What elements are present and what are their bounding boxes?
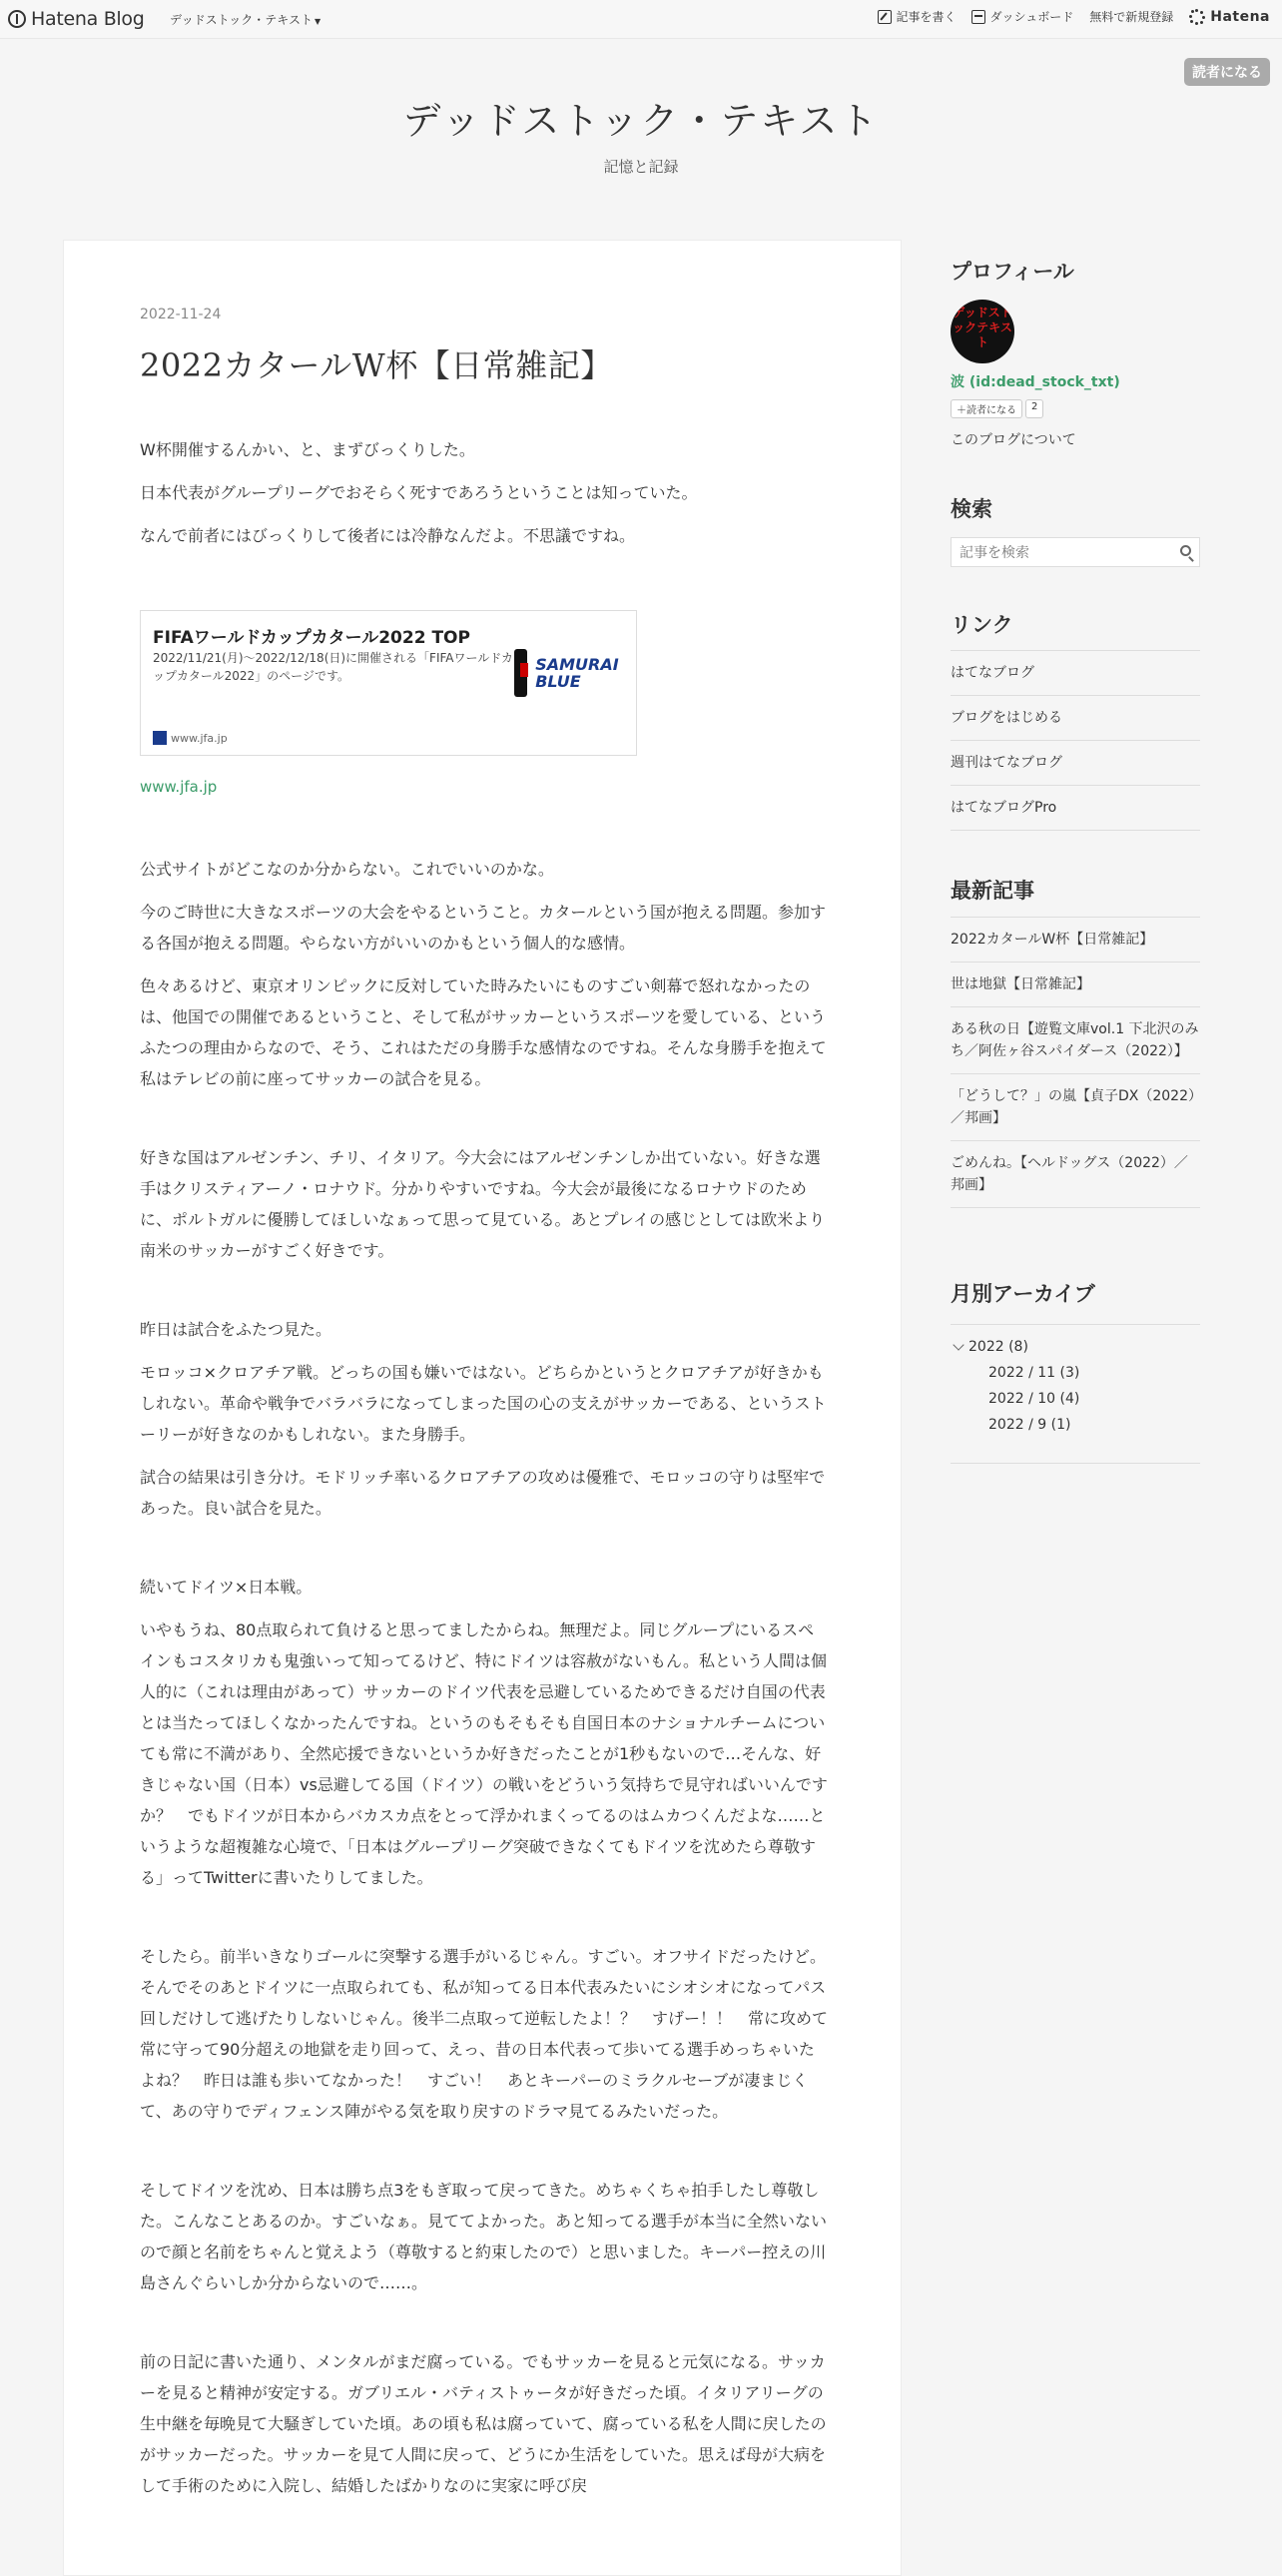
subscribe-small-label: 読者になる: [966, 405, 1016, 416]
paragraph: いやもうね、80点取られて負けると思ってましたからね。無理だよ。同じグループにいるスペインもコスタリカも鬼強いって知ってるけど、特にドイツは容赦がないもん。私という人間は個人的に（これは理由があって）サッカーのドイツ代表を忌避しているためできるだけ自国の代表とは当たってほしくなかったんですね。というのもそもそも自国日本のナショナルチームについても常に不満があり、全然応援できないというか好きだったことが1秒もないので…そんな、好きじゃない国（日本）vs忌避してる国（ドイツ）の戦いをどういう気持ちで見守ればいいんですか？ でもドイツが日本からバカスカ点をとって浮かれまくってるのはムカつくんだよな……というような超複雑な心境で、「日本はグループリーグ突破できなくてもドイツを沈めたら尊敬する」ってTwitterに書いたりしてました。: [140, 1620, 828, 1887]
article-container: [63, 240, 902, 2576]
jfa-crest-icon: [514, 649, 527, 697]
header-actions: [878, 8, 1270, 25]
recent-entry[interactable]: 世は地獄【日常雑記】: [951, 963, 1200, 1007]
write-article-label: 記事を書く: [896, 10, 957, 24]
recent-title: 最新記事: [951, 879, 1034, 903]
subscribe-button[interactable]: 読者になる: [1184, 58, 1270, 86]
samurai-blue-logo: SAMURAI BLUE: [535, 655, 619, 691]
search-title: 検索: [951, 497, 992, 521]
embed-thumbnail: [514, 643, 624, 703]
paragraph: W杯開催するんかい、と、まずびっくりした。: [140, 440, 475, 459]
recent-entry[interactable]: 2022カタールW杯【日常雑記】: [951, 918, 1200, 963]
paragraph: 日本代表がグループリーグでおそらく死すであろうということは知っていた。: [140, 483, 698, 502]
blog-title[interactable]: デッドストック・テキスト: [402, 99, 880, 143]
embed-source-link[interactable]: www.jfa.jp: [140, 778, 218, 796]
hatena-logo[interactable]: [1189, 9, 1270, 25]
chevron-down-icon: [953, 1339, 963, 1350]
recent-entry[interactable]: 「どうして？」の嵐【貞子DX（2022）／邦画】: [951, 1074, 1200, 1141]
search-input[interactable]: [958, 539, 1171, 567]
profile-module: [951, 256, 1200, 286]
recent-entry[interactable]: ごめんね。【ヘルドッグス（2022）／邦画】: [951, 1141, 1200, 1208]
links-module: [951, 609, 1200, 639]
paragraph: 続いてドイツ×日本戦。: [140, 1578, 313, 1597]
caret-down-icon: ▼: [315, 17, 321, 26]
paragraph: なんで前者にはびっくりして後者には冷静なんだよ。不思議ですね。: [140, 526, 636, 545]
profile-subscribe: [951, 399, 1043, 418]
archive-month[interactable]: 2022 / 10 (4): [988, 1391, 1080, 1407]
archive-month[interactable]: 2022 / 11 (3): [988, 1365, 1080, 1381]
article-intro: [140, 434, 829, 563]
search-module: [951, 493, 1200, 523]
avatar[interactable]: [951, 300, 1014, 363]
embed-card[interactable]: [140, 610, 637, 756]
profile-name[interactable]: 波 (id:dead_stock_txt): [951, 374, 1120, 390]
edit-icon: [878, 10, 892, 24]
recent-entry[interactable]: ある秋の日【遊覧文庫vol.1 下北沢のみち／阿佐ヶ谷スパイダース（2022）】: [951, 1007, 1200, 1074]
paragraph: 昨日は試合をふたつ見た。: [140, 1320, 332, 1339]
paragraph: 今のご時世に大きなスポーツの大会をやるということ。カタールという国が抱える問題。参加する各国が抱える問題。やらない方がいいのかもという個人的な感情。: [140, 903, 827, 953]
paragraph: そしたら。前半いきなりゴールに突撃する選手がいるじゃん。すごい。オフサイドだったけど。そんでそのあとドイツに一点取られても、私が知ってる日本代表みたいにシオシオになってパス回しだけして逃げたりしないじゃん。後半二点取って逆転したよ！？ すげー！！ 常に攻めて常に守って90分超えの地獄を走り回って、えっ、昔の日本代表って歩いてる選手めっちゃいたよね？ 昨日は誰も歩いてなかった！ すごい！ あとキーパーのミラクルセーブが凄まじくて、あの守りでディフェンス陣がやる気を取り戻すのドラマ見てるみたいだった。: [140, 1947, 828, 2121]
archive-month[interactable]: 2022 / 9 (1): [988, 1417, 1071, 1433]
hatena-blog-logo[interactable]: [8, 6, 145, 32]
article-title[interactable]: 2022カタールW杯【日常雑記】: [140, 346, 613, 384]
avatar-text: デッドストックテキスト: [953, 306, 1012, 349]
links-list: [951, 650, 1200, 831]
sidebar-link[interactable]: ブログをはじめる: [951, 696, 1200, 741]
archive-year-label: 2022 (8): [968, 1339, 1028, 1355]
dashboard-icon: [971, 10, 985, 24]
write-article-link[interactable]: [878, 8, 956, 25]
paragraph: モロッコ×クロアチア戦。どっちの国も嫌いではない。どちらかというとクロアチアが好きかもしれない。革命や戦争でバラバラになってしまった国の心の支えがサッカーである、というストーリーが好きなのかもしれない。また身勝手。: [140, 1363, 827, 1444]
subscriber-count[interactable]: 2: [1025, 399, 1043, 418]
archive-title: 月別アーカイブ: [951, 1282, 1095, 1306]
embed-title: FIFAワールドカップカタール2022 TOP: [153, 628, 470, 648]
profile-title: プロフィール: [951, 260, 1074, 284]
recent-list: [951, 917, 1200, 1208]
links-title: リンク: [951, 613, 1013, 637]
sidebar-link[interactable]: はてなブログPro: [951, 786, 1200, 831]
favicon-icon: [153, 731, 167, 745]
article-body: [140, 854, 829, 2513]
dashboard-label: ダッシュボード: [989, 10, 1074, 24]
paragraph: 好きな国はアルゼンチン、チリ、イタリア。今大会にはアルゼンチンしか出ていない。好きな選手はクリスティアーノ・ロナウド。分かりやすいですね。今大会が最後になるロナウドのために、ポルトガルに優勝してほしいなぁって思って見ている。あとプレイの感じとしては欧米より南米のサッカーがすごく好きです。: [140, 1148, 826, 1260]
recent-module: [951, 875, 1200, 905]
hatena-logo-text: Hatena: [1210, 8, 1270, 25]
paragraph: 公式サイトがどこなのか分からない。これでいいのかな。: [140, 860, 554, 879]
register-label: 無料で新規登録: [1089, 10, 1174, 24]
article-date[interactable]: 2022-11-24: [140, 307, 222, 322]
search-box: [951, 537, 1200, 567]
embed-site-label: www.jfa.jp: [171, 731, 228, 745]
subscribe-small-button[interactable]: [951, 399, 1022, 418]
archive-list: [951, 1324, 1200, 1464]
dashboard-link[interactable]: [971, 8, 1073, 25]
paragraph: 前の日記に書いた通り、メンタルがまだ腐っている。でもサッカーを見ると元気になる。サッカーを見ると精神が安定する。ガブリエル・バティストゥータが好きだった頃。イタリアリーグの生中継を毎晩見て大騒ぎしていた頃。あの頃も私は腐っていて、腐っている私を人間に戻したのがサッカーだった。サッカーを見て人間に戻って、どうにか生活をしていた。思えば母が大病をして手術のために入院し、結婚したばかりなのに実家に呼び戻: [140, 2352, 827, 2495]
sidebar-link[interactable]: 週刊はてなブログ: [951, 741, 1200, 786]
search-icon[interactable]: [1180, 545, 1191, 556]
paragraph: そしてドイツを沈め、日本は勝ち点3をもぎ取って戻ってきた。めちゃくちゃ拍手したし尊敬した。こんなことあるのか。すごいなぁ。見ててよかった。あと知ってる選手が本当に全然いないので顔と名前をちゃんと覚えよう（尊敬すると約束したので）と思いました。キーパー控えの川島さんぐらいしか分からないので……。: [140, 2181, 828, 2292]
blog-menu-label: デッドストック・テキスト: [170, 13, 314, 27]
global-header: [0, 0, 1282, 39]
register-link[interactable]: [1089, 8, 1173, 25]
about-blog-link[interactable]: このブログについて: [951, 432, 1076, 448]
archive-year[interactable]: [955, 1339, 1200, 1355]
embed-site: [153, 731, 228, 745]
embed-description: 2022/11/21(月)～2022/12/18(日)に開催される「FIFAワールドカップカタール2022」のページです。: [153, 651, 513, 683]
paragraph: 色々あるけど、東京オリンピックに反対していた時みたいにものすごい剣幕で怒れなかったのは、他国での開催であるということ、そして私がサッカーというスポーツを愛している、というふたつの理由からなので、そう、これはただの身勝手な感情なのですね。そんな身勝手を抱えて私はテレビの前に座ってサッカーの試合を見る。: [140, 976, 827, 1088]
plus-icon: ＋: [957, 405, 966, 416]
paragraph: 試合の結果は引き分け。モドリッチ率いるクロアチアの攻めは優雅で、モロッコの守りは堅牢であった。良い試合を見た。: [140, 1468, 826, 1518]
sidebar-link[interactable]: はてなブログ: [951, 651, 1200, 696]
hatena-blog-logo-icon: [8, 10, 26, 28]
archive-module: [951, 1278, 1200, 1308]
blog-menu[interactable]: [170, 11, 320, 28]
hatena-blog-logo-text: Hatena Blog: [31, 8, 145, 30]
blog-description: 記憶と記録: [603, 158, 679, 176]
hatena-dots-icon: [1189, 9, 1205, 25]
